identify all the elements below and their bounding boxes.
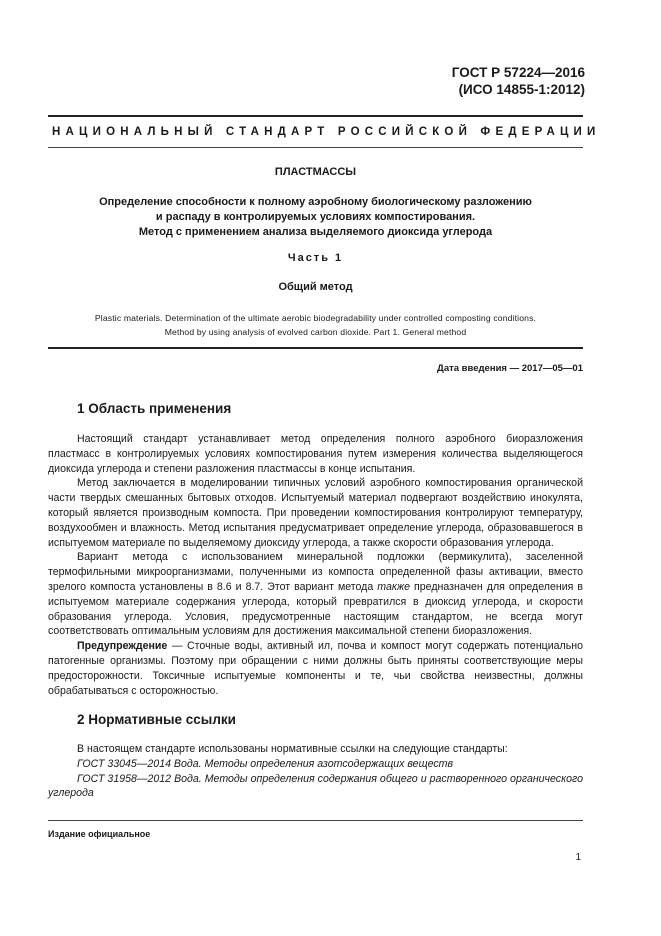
- warning-paragraph: [48, 639, 583, 698]
- standard-number-block: [452, 64, 585, 98]
- top-divider: [48, 115, 583, 117]
- document-title: ПЛАСТМАССЫ: [274, 166, 357, 178]
- document-subtitle: [48, 195, 583, 240]
- normative-reference: ГОСТ 31958—2012 Вода. Методы определения содержания общего и растворенного органического углерода: [48, 772, 583, 800]
- subtitle-line: Определение способности к полному аэробному биологическому разложению: [99, 196, 532, 208]
- english-title: [48, 311, 583, 339]
- paragraph-text: Вариант метода с использованием минеральной подложки (вермикулита), заселенной термофильными микроорганизмами, полученными из компоста определенной фазы активации, вместо зрелого компоста установлены в 8.6 и 8.7. Этот вариант метода: [48, 551, 583, 593]
- warning-text: — Сточные воды, активный ил, почва и компост могут содержать потенциально патогенные организмы. Поэтому при обращении с ними должны быть приняты соответствующие меры предосторожности. Токсичные испытуемые компоненты и те, чьи свойства неизвестны, должны обрабатываться с осторожностью.: [48, 640, 583, 697]
- footer-divider: [48, 820, 583, 821]
- iso-number: (ИСО 14855-1:2012): [458, 82, 585, 97]
- page-number: 1: [575, 852, 581, 863]
- banner-divider: [48, 147, 583, 148]
- subtitle-line: и распаду в контролируемых условиях компостирования.: [155, 211, 476, 223]
- paragraph: Метод заключается в моделировании типичных условий аэробного компостирования органической части твердых смешанных бытовых отходов. Испытуемый материал подвергают воздействию инокулята, который является производным компоста. При проведении компостирования контролируют температуру, воздухообмен и влажность. Метод испытания предусматривает определение углерода, образовавшегося в испытуемом материале по выделяемому диоксиду углерода, а также скорости образования углерода.: [48, 477, 583, 549]
- paragraph: [48, 550, 583, 639]
- national-standard-banner: НАЦИОНАЛЬНЫЙ СТАНДАРТ РОССИЙСКОЙ ФЕДЕРАЦИИ: [52, 126, 601, 138]
- warning-label: Предупреждение: [77, 640, 168, 653]
- section-1-body: [48, 432, 583, 698]
- title-divider: [48, 347, 583, 349]
- normative-reference: ГОСТ 33045—2014 Вода. Методы определения азотсодержащих веществ: [77, 757, 454, 770]
- gost-number: ГОСТ Р 57224—2016: [451, 65, 585, 80]
- official-edition-note: Издание официальное: [48, 829, 151, 839]
- english-title-line: Plastic materials. Determination of the ultimate aerobic biodegradability under controlled composting conditions.: [94, 313, 537, 323]
- section-2-heading: 2 Нормативные ссылки: [77, 712, 236, 727]
- section-2-body: [48, 742, 583, 801]
- paragraph-text: предназначен для определения в испытуемом материале содержания углерода, который превратился в диоксид углерода, и скорости образования углерода. Условия, предусмотренные настоящим стандартом, не всегда могут соответствовать оптимальным условиям для достижения максимальной степени биоразложения.: [48, 580, 583, 638]
- introduction-date: Дата введения — 2017—05—01: [437, 363, 583, 374]
- emphasis-text: также: [377, 580, 411, 593]
- section-1-heading: 1 Область применения: [77, 401, 232, 416]
- subtitle-line: Метод с применением анализа выделяемого диоксида углерода: [138, 226, 493, 238]
- part-number: Часть 1: [287, 252, 344, 264]
- english-title-line: Method by using analysis of evolved carbon dioxide. Part 1. General method: [164, 327, 467, 337]
- paragraph: В настоящем стандарте использованы нормативные ссылки на следующие стандарты:: [77, 743, 508, 755]
- paragraph: Настоящий стандарт устанавливает метод определения полного аэробного биоразложения пластмасс в контролируемых условиях компостирования путем измерения количества выделяющегося диоксида углерода и степени разложения пластмассы в конце испытания.: [48, 433, 583, 475]
- part-title: Общий метод: [278, 281, 353, 293]
